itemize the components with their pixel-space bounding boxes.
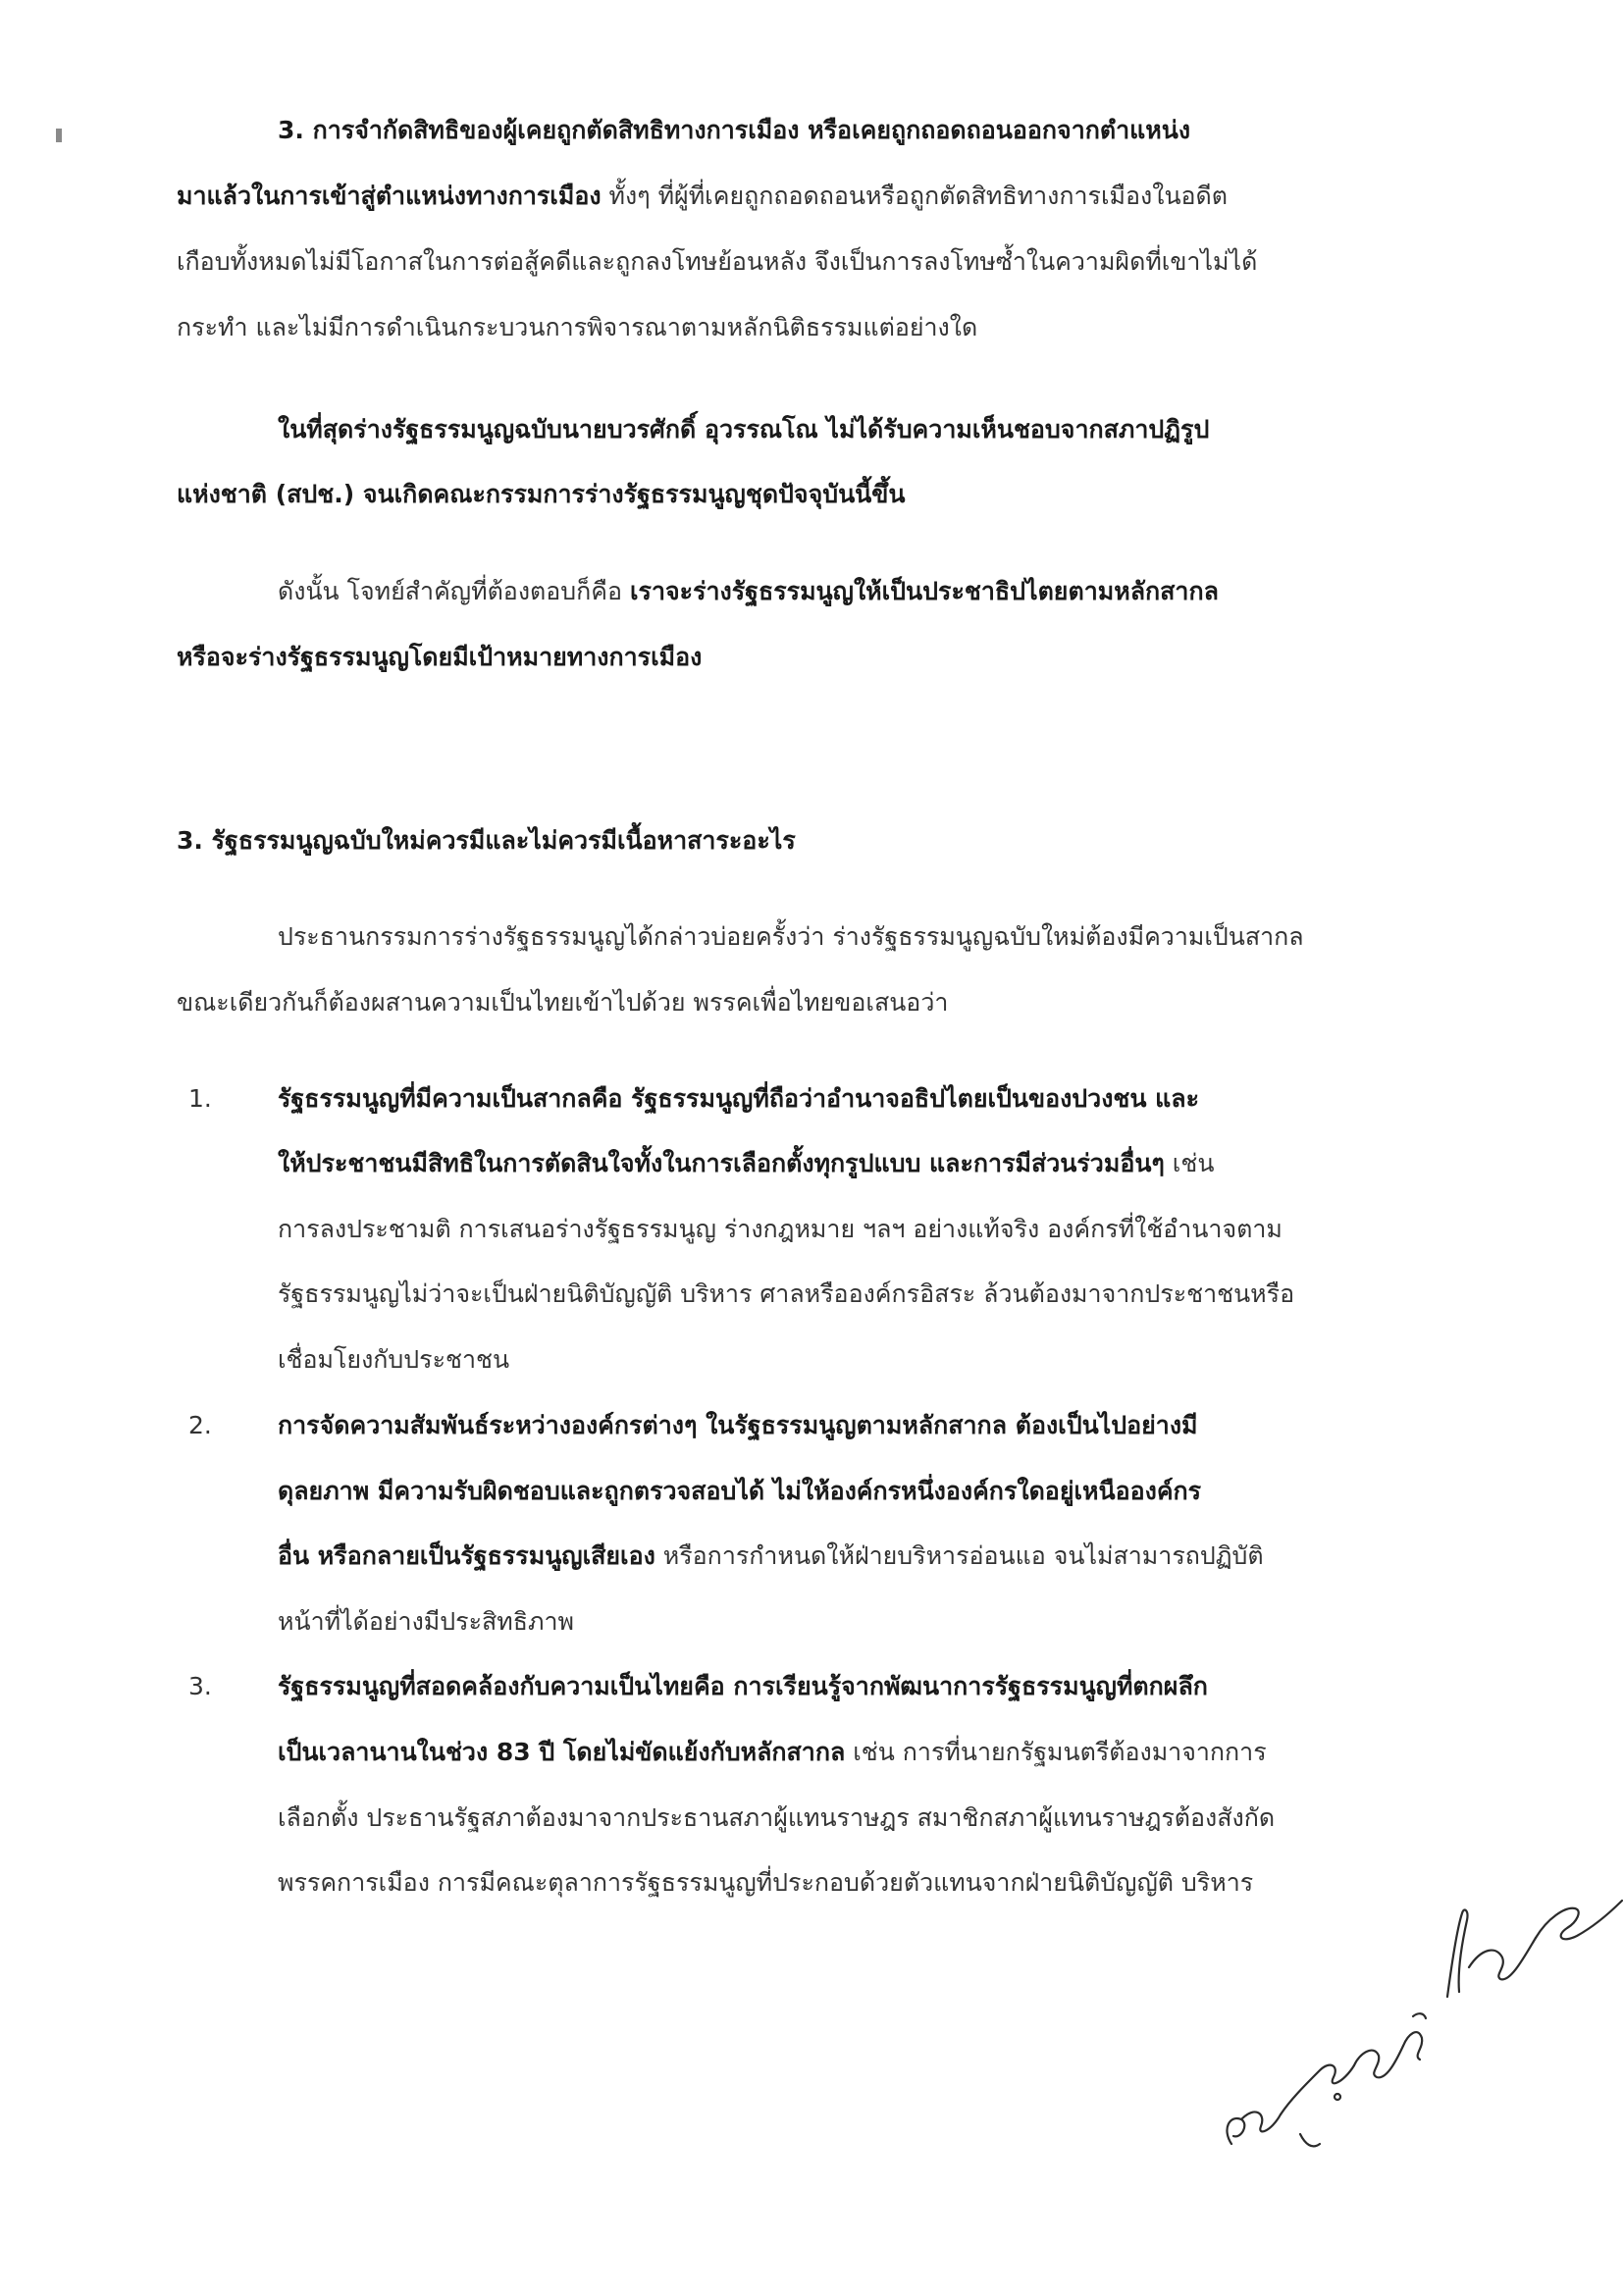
plain-text: รัฐธรรมนูญไม่ว่าจะเป็นฝ่ายนิติบัญญัติ บริหาร ศาลหรือองค์กรอิสระ ล้วนต้องมาจากประชาชนหรือ <box>278 1279 1295 1308</box>
item-1-line-5 <box>278 1340 509 1380</box>
item-1-line-1 <box>278 1079 1199 1119</box>
item-2-line-3 <box>278 1537 1264 1576</box>
bold-text: 3. การจำกัดสิทธิของผู้เคยถูกตัดสิทธิทางการเมือง หรือเคยถูกถอดถอนออกจากตำแหน่ง <box>278 116 1191 144</box>
list-item-number: 2. <box>188 1411 212 1439</box>
bold-text: เป็นเวลานานในช่วง 83 ปี โดยไม่ขัดแย้งกับหลักสากล <box>278 1738 846 1766</box>
scan-speck <box>56 129 62 142</box>
question-line-2 <box>177 638 702 677</box>
question-line-1 <box>278 572 1219 611</box>
item-2-line-4 <box>278 1602 574 1642</box>
bold-text: รัฐธรรมนูญที่มีความเป็นสากลคือ รัฐธรรมนูญที่ถือว่าอำนาจอธิปไตยเป็นของปวงชน และ <box>278 1084 1200 1113</box>
plain-text: ดังนั้น โจทย์สำคัญที่ต้องตอบก็คือ <box>278 577 630 605</box>
plain-text: ทั้งๆ ที่ผู้ที่เคยถูกถอดถอนหรือถูกตัดสิทธิทางการเมืองในอดีต <box>601 182 1229 210</box>
plain-text: เชื่อมโยงกับประชาชน <box>278 1345 510 1374</box>
section-heading: 3. รัฐธรรมนูญฉบับใหม่ควรมีและไม่ควรมีเนื้อหาสาระอะไร <box>177 826 796 855</box>
item-2-line-1 <box>278 1406 1198 1445</box>
plain-text: เช่น การที่นายกรัฐมนตรีต้องมาจากการ <box>845 1738 1267 1766</box>
bold-text: ให้ประชาชนมีสิทธิในการตัดสินใจทั้งในการเลือกตั้งทุกรูปแบบ และการมีส่วนร่วมอื่นๆ <box>278 1149 1165 1177</box>
bold-text: อื่น หรือกลายเป็นรัฐธรรมนูญเสียเอง <box>278 1541 655 1570</box>
section-a-line-1 <box>278 111 1190 150</box>
bold-text: แห่งชาติ (สปช.) จนเกิดคณะกรรมการร่างรัฐธรรมนูญชุดปัจจุบันนี้ขึ้น <box>177 480 906 508</box>
item-1-line-4 <box>278 1275 1294 1314</box>
item-3-line-1 <box>278 1667 1208 1706</box>
section-a-line-4 <box>177 308 977 347</box>
intro-line-2: ขณะเดียวกันก็ต้องผสานความเป็นไทยเข้าไปด้วย พรรคเพื่อไทยขอเสนอว่า <box>177 988 949 1017</box>
list-item-number: 1. <box>188 1084 212 1113</box>
plain-text: กระทำ และไม่มีการดำเนินกระบวนการพิจารณาตามหลักนิติธรรมแต่อย่างใด <box>177 313 978 341</box>
plain-text: เกือบทั้งหมดไม่มีโอกาสในการต่อสู้คดีและถูกลงโทษย้อนหลัง จึงเป็นการลงโทษซ้ำในความผิดที่เขาไม่ได้ <box>177 247 1258 276</box>
section-a-line-2 <box>177 177 1228 216</box>
bold-text: เราจะร่างรัฐธรรมนูญให้เป็นประชาธิปไตยตามหลักสากล <box>629 577 1219 605</box>
plain-text: การลงประชามติ การเสนอร่างรัฐธรรมนูญ ร่างกฎหมาย ฯลฯ อย่างแท้จริง องค์กรที่ใช้อำนาจตาม <box>278 1215 1283 1243</box>
bold-text: มาแล้วในการเข้าสู่ตำแหน่งทางการเมือง <box>177 182 602 210</box>
bold-text: ดุลยภาพ มีความรับผิดชอบและถูกตรวจสอบได้ ไม่ให้องค์กรหนึ่งองค์กรใดอยู่เหนือองค์กร <box>278 1477 1202 1505</box>
item-2-line-2 <box>278 1472 1201 1511</box>
item-1-line-2 <box>278 1144 1214 1183</box>
conclusion-line-2 <box>177 475 905 514</box>
plain-text: หน้าที่ได้อย่างมีประสิทธิภาพ <box>278 1607 575 1636</box>
item-1-line-3 <box>278 1210 1283 1249</box>
plain-text: หรือการกำหนดให้ฝ่ายบริหารอ่อนแอ จนไม่สามารถปฏิบัติ <box>654 1541 1264 1570</box>
bold-text: หรือจะร่างรัฐธรรมนูญโดยมีเป้าหมายทางการเมือง <box>177 643 703 671</box>
handwritten-signature <box>1212 1820 1623 2193</box>
list-item-number: 3. <box>188 1672 212 1700</box>
bold-text: ในที่สุดร่างรัฐธรรมนูญฉบับนายบวรศักดิ์ อุวรรณโณ ไม่ได้รับความเห็นชอบจากสภาปฏิรูป <box>278 415 1210 444</box>
bold-text: รัฐธรรมนูญที่สอดคล้องกับความเป็นไทยคือ การเรียนรู้จากพัฒนาการรัฐธรรมนูญที่ตกผลึก <box>278 1672 1208 1700</box>
intro-line-1: ประธานกรรมการร่างรัฐธรรมนูญได้กล่าวบ่อยครั้งว่า ร่างรัฐธรรมนูญฉบับใหม่ต้องมีความเป็นสากล <box>278 922 1304 951</box>
item-3-line-3 <box>278 1799 1275 1838</box>
item-3-line-2 <box>278 1733 1267 1772</box>
item-3-line-4 <box>278 1863 1253 1903</box>
plain-text: เช่น <box>1164 1149 1215 1177</box>
conclusion-line-1 <box>278 410 1209 449</box>
plain-text: พรรคการเมือง การมีคณะตุลาการรัฐธรรมนูญที่ประกอบด้วยตัวแทนจากฝ่ายนิติบัญญัติ บริหาร <box>278 1868 1254 1897</box>
bold-text: การจัดความสัมพันธ์ระหว่างองค์กรต่างๆ ในรัฐธรรมนูญตามหลักสากล ต้องเป็นไปอย่างมี <box>278 1411 1198 1439</box>
section-a-line-3 <box>177 242 1257 282</box>
plain-text: เลือกตั้ง ประธานรัฐสภาต้องมาจากประธานสภาผู้แทนราษฎร สมาชิกสภาผู้แทนราษฎรต้องสังกัด <box>278 1803 1276 1832</box>
